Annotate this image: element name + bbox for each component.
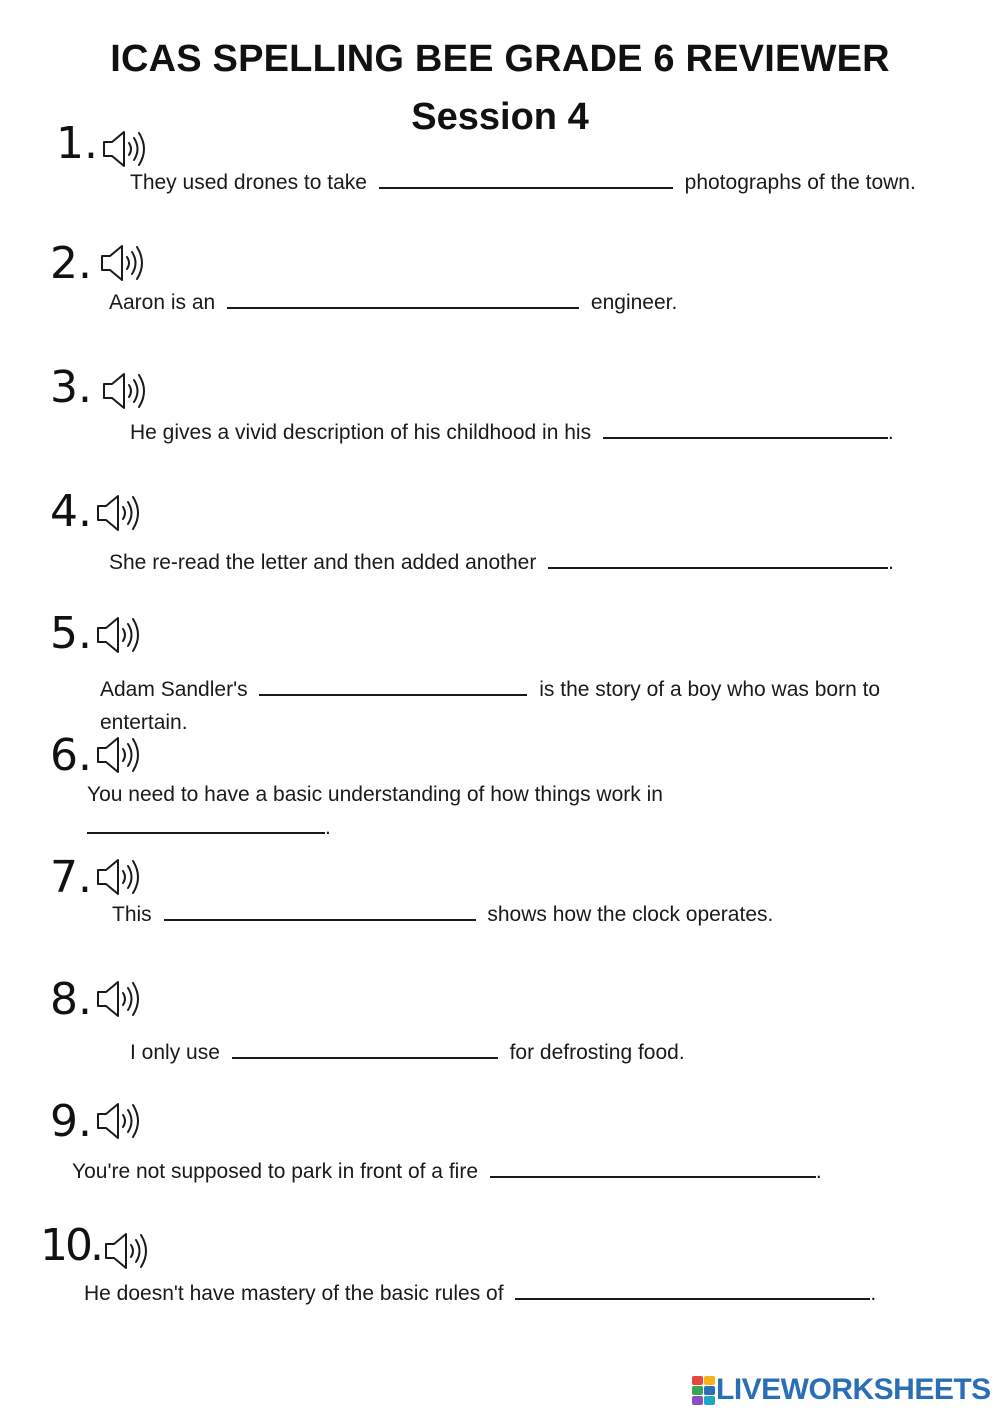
answer-blank[interactable] [548,547,888,569]
question-text-after: . [325,816,331,839]
answer-blank[interactable] [603,417,888,439]
question-text-after: for defrosting food. [503,1041,685,1064]
question-text-after: shows how the clock operates. [481,903,774,926]
question-text-before: I only use [130,1041,226,1064]
question-number: 5. [50,608,92,659]
question-text-before: You need to have a basic understanding of how things work in [87,783,669,806]
question-text [112,898,972,931]
question-number: 3. [50,362,92,413]
question-text [130,1036,970,1069]
question-text-before: He gives a vivid description of his childhood in his [130,421,597,444]
answer-blank[interactable] [227,287,579,309]
question-text-before: Adam Sandler's [100,678,254,701]
worksheet-title: ICAS SPELLING BEE GRADE 6 REVIEWER [110,38,890,80]
logo-mark-icon [692,1376,714,1404]
speaker-icon[interactable] [98,368,150,414]
answer-blank[interactable] [259,674,527,696]
speaker-icon[interactable] [100,1228,152,1274]
question-text [100,673,890,739]
question-number: 6. [50,730,92,781]
question-number: 1. [56,118,98,169]
brand-name: LIVEWORKSHEETS [716,1373,991,1406]
question-text-before: She re-read the letter and then added another [109,551,543,574]
answer-blank[interactable] [515,1278,870,1300]
question-number: 9. [50,1096,92,1147]
question-number: 8. [50,974,92,1025]
question-text-after: engineer. [585,291,678,314]
question-text [72,1155,972,1188]
question-text-before: Aaron is an [109,291,222,314]
speaker-icon[interactable] [92,612,144,658]
speaker-icon[interactable] [92,490,144,536]
question-text-before: They used drones to take [130,171,373,194]
question-text-after: . [870,1282,877,1305]
question-text-after: . [887,421,894,444]
answer-blank[interactable] [164,899,476,921]
question-text [109,546,989,579]
speaker-icon[interactable] [92,976,144,1022]
question-text [109,286,969,319]
question-text-before: You're not supposed to park in front of a fire [72,1160,484,1183]
question-text [130,166,950,199]
question-text-after: . [815,1160,822,1183]
session-subtitle: Session 4 [411,96,589,138]
question-text-after: . [888,551,894,574]
question-text [130,416,990,449]
question-number: 7. [50,852,92,903]
question-text-after: photographs of the town. [678,171,916,194]
question-text [84,1277,964,1310]
question-number: 4. [50,486,92,537]
question-number: 2. [50,238,92,289]
question-text-before: He doesn't have mastery of the basic rules of [84,1282,510,1305]
answer-blank[interactable] [87,812,325,834]
question-text [87,778,787,844]
answer-blank[interactable] [232,1037,498,1059]
question-text-after: is the story of a boy who was born to entertain. [100,678,886,734]
speaker-icon[interactable] [92,1098,144,1144]
speaker-icon[interactable] [96,240,148,286]
answer-blank[interactable] [490,1156,816,1178]
speaker-icon[interactable] [92,732,144,778]
question-text-before: This [112,903,158,926]
speaker-icon[interactable] [92,854,144,900]
liveworksheets-logo [692,1372,991,1408]
answer-blank[interactable] [379,167,673,189]
question-number: 10. [40,1220,101,1271]
